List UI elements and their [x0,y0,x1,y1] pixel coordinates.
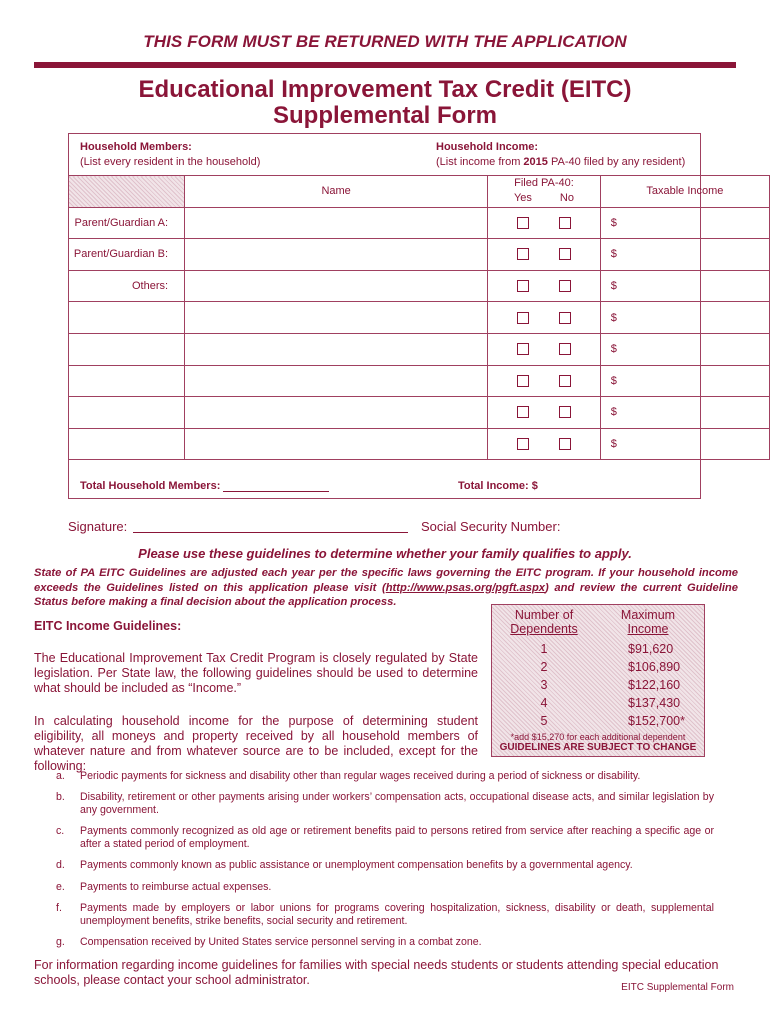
table-row [69,333,770,365]
dependents-column [496,642,592,732]
filed-pa40-cell [488,207,601,239]
table-row [69,207,770,239]
filed-pa40-cell [488,428,601,460]
yes-column-label: Yes [513,192,532,205]
member-name-field[interactable] [185,239,488,271]
header-hatch-cell [69,176,185,208]
taxable-income-field[interactable]: $ [600,333,769,365]
household-table [68,175,770,460]
taxable-income-field[interactable]: $ [600,397,769,429]
max-income-value: $152,700* [628,714,686,728]
yes-checkbox[interactable] [517,375,529,387]
psas-link[interactable]: http://www.psas.org/pgft.aspx [385,581,546,594]
no-checkbox[interactable] [559,375,571,387]
filed-pa40-cell [488,239,601,271]
table-row [69,302,770,334]
total-income [458,480,538,492]
row-label [69,397,185,429]
table-row [69,239,770,271]
no-checkbox[interactable] [559,406,571,418]
taxable-income-field[interactable]: $ [600,302,769,334]
filed-pa40-cell [488,333,601,365]
household-income-paragraph: In calculating household income for the purpose of determining student eligibility, all moneys and property received by all household members of whatever nature and from whatever source are to be included, except for the following: [34,714,478,773]
row-label [69,428,185,460]
dependents-header: Number of Dependents [510,608,578,636]
filed-column-header: Filed PA-40: Yes No [488,176,601,208]
household-table-header [69,176,770,208]
signature-label: Signature: [68,519,128,534]
dependents-value: 2 [540,660,548,674]
taxable-income-field[interactable]: $ [600,207,769,239]
yes-checkbox[interactable] [517,217,529,229]
yes-checkbox[interactable] [517,406,529,418]
household-members-label: Household Members: [80,141,192,153]
table-row [69,397,770,429]
total-income-field[interactable]: $ [531,480,538,492]
row-label: Others: [69,270,185,302]
yes-checkbox[interactable] [517,280,529,292]
no-column-label: No [559,192,574,205]
form-title: Educational Improvement Tax Credit (EITC) [138,76,632,103]
household-income-note: (List income from 2015 PA-40 filed by any resident) [436,156,686,168]
no-checkbox[interactable] [559,248,571,260]
member-name-field[interactable] [185,428,488,460]
dependents-value: 4 [540,696,548,710]
max-income-header: Maximum Income [620,608,676,636]
filed-pa40-cell [488,365,601,397]
yes-checkbox[interactable] [517,312,529,324]
yes-checkbox[interactable] [517,343,529,355]
max-income-value: $106,890 [628,660,681,674]
form-subtitle: Supplemental Form [272,102,498,129]
household-income-label: Household Income: [436,141,539,153]
member-name-field[interactable] [185,270,488,302]
form-banner: THIS FORM MUST BE RETURNED WITH THE APPLICATION [143,32,627,51]
row-label [69,302,185,334]
yes-checkbox[interactable] [517,438,529,450]
taxable-income-field[interactable]: $ [600,270,769,302]
header-rule [34,62,736,68]
dependents-value: 1 [540,642,548,656]
household-members-heading [80,140,260,170]
guidelines-change-warning: GUIDELINES ARE SUBJECT TO CHANGE [499,742,697,753]
household-members-note: (List every resident in the household) [80,156,261,168]
signature-field[interactable] [133,532,408,533]
max-income-value: $137,430 [628,696,681,710]
member-name-field[interactable] [185,397,488,429]
filed-pa40-cell [488,302,601,334]
eitc-guidelines-heading: EITC Income Guidelines: [34,619,182,633]
no-checkbox[interactable] [559,343,571,355]
max-income-value: $122,160 [628,678,681,692]
additional-dependent-footnote: *add $15,270 for each additional dependent [510,732,686,742]
special-needs-info: For information regarding income guidelines for families with special needs students or students attending special education schools, please contact your school administrator. [34,958,719,987]
form-name-footer: EITC Supplemental Form [621,982,734,993]
total-members-label: Total Household Members: [80,480,221,492]
yes-checkbox[interactable] [517,248,529,260]
no-checkbox[interactable] [559,217,571,229]
no-checkbox[interactable] [559,280,571,292]
total-members-field[interactable] [223,481,329,492]
table-row [69,270,770,302]
table-row [69,365,770,397]
row-label: Parent/Guardian A: [69,207,185,239]
total-household-members [80,480,329,492]
guidelines-title: Please use these guidelines to determine whether your family qualifies to apply. [138,546,632,561]
ssn-label: Social Security Number: [421,519,561,534]
taxable-income-field[interactable]: $ [600,365,769,397]
dependents-value: 3 [540,678,548,692]
table-row [69,428,770,460]
max-income-value: $91,620 [628,642,674,656]
filed-pa40-cell [488,397,601,429]
dependents-value: 5 [540,714,548,728]
member-name-field[interactable] [185,365,488,397]
taxable-income-column-header: Taxable Income [600,176,769,208]
row-label: Parent/Guardian B: [69,239,185,271]
total-income-label: Total Income: [458,480,529,492]
household-income-heading [436,140,685,170]
member-name-field[interactable] [185,207,488,239]
member-name-field[interactable] [185,333,488,365]
row-label [69,365,185,397]
filed-pa40-cell [488,270,601,302]
no-checkbox[interactable] [559,438,571,450]
state-guideline-note: State of PA EITC Guidelines are adjusted each year per the specific laws governing the EITC program. If your household income exceeds the Guidelines listed on this application please visit (http://www.psas.org/pgft.aspx) and review the current Guideline Status before making a final decision about the application process. [34,567,738,608]
max-income-column [610,642,706,732]
name-column-header: Name [185,176,488,208]
member-name-field[interactable] [185,302,488,334]
row-label [69,333,185,365]
no-checkbox[interactable] [559,312,571,324]
taxable-income-field[interactable]: $ [600,428,769,460]
regulation-paragraph: The Educational Improvement Tax Credit Program is closely regulated by State legislation. Per State law, the following guidelines should be used to determine what should be included as “Income.” [34,651,478,695]
taxable-income-field[interactable]: $ [600,239,769,271]
